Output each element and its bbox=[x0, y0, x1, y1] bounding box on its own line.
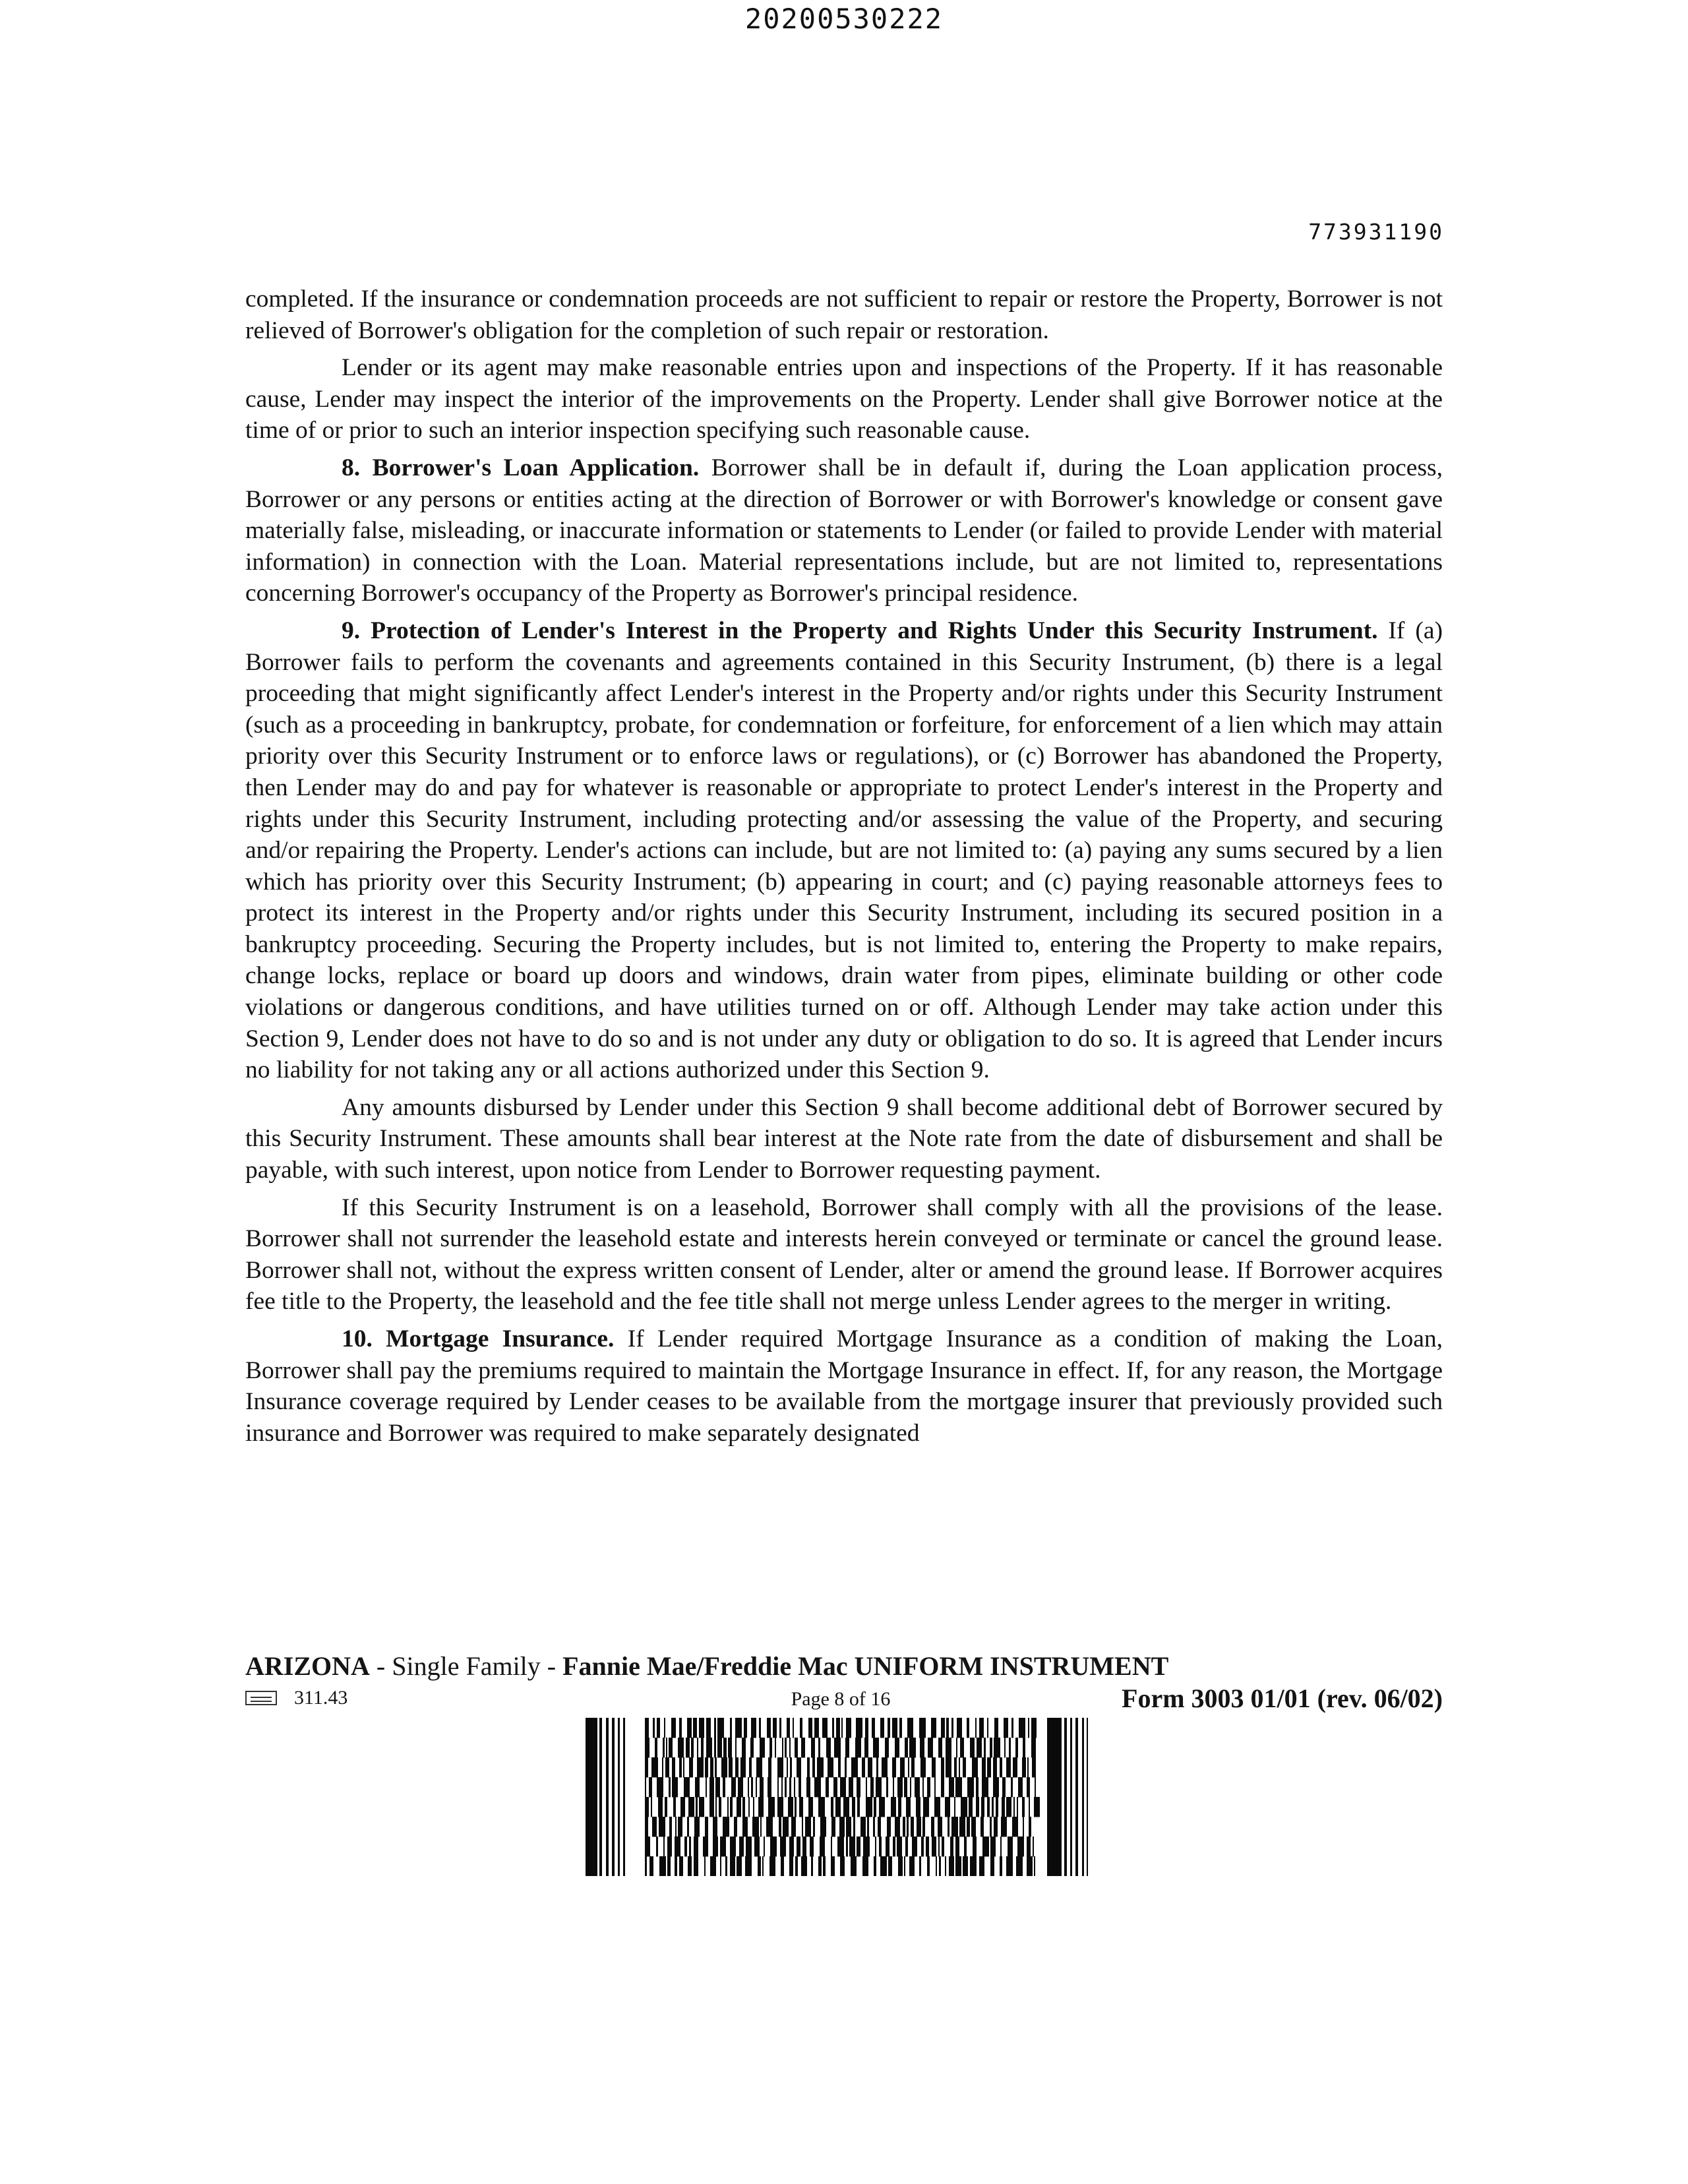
pdf417-barcode bbox=[586, 1718, 1099, 1876]
footer-title bbox=[245, 1651, 1168, 1682]
paragraph bbox=[245, 1323, 1443, 1449]
paragraph bbox=[245, 452, 1443, 609]
section-heading: 9. Protection of Lender's Interest in the Property and Rights Under this Security Instrument. bbox=[342, 617, 1378, 644]
paragraph-text: If Lender required Mortgage Insurance as a condition of making the Loan, Borrower shall pay the premiums required to maintain the Mortgage Insurance in effect. If, for any reason, the Mortgage Insurance coverage required by Lender ceases to be available from the mortgage insurer that previously provided such insurance and Borrower was required to make separately designated bbox=[245, 1325, 1443, 1447]
paragraph bbox=[245, 284, 1443, 346]
recording-number: 20200530222 bbox=[744, 3, 944, 35]
form-code bbox=[245, 1687, 347, 1709]
page-number: Page 8 of 16 bbox=[791, 1688, 891, 1710]
footer-instrument: Fannie Mae/Freddie Mac UNIFORM INSTRUMENT bbox=[562, 1651, 1169, 1681]
paragraph-text: Any amounts disbursed by Lender under this Section 9 shall become additional debt of Borrower secured by this Security Instrument. These amounts shall bear interest at the Note rate from the date of disbursement and shall be payable, with such interest, upon notice from Lender to Borrower requesting payment. bbox=[245, 1093, 1443, 1184]
paragraph-text: If this Security Instrument is on a leasehold, Borrower shall comply with all the provisions of the lease. Borrower shall not surrender the leasehold estate and interests herein conveyed or terminate or cancel the ground lease. Borrower shall not, without the express written consent of Lender, alter or amend the ground lease. If Borrower acquires fee title to the Property, the leasehold and the fee title shall not merge unless Lender agrees to the merger in writing. bbox=[245, 1194, 1443, 1316]
paragraph bbox=[245, 1192, 1443, 1318]
section-heading: 8. Borrower's Loan Application. bbox=[342, 454, 700, 481]
paragraph bbox=[245, 352, 1443, 446]
loan-number: 773931190 bbox=[1308, 219, 1444, 245]
paragraph-text: Lender or its agent may make reasonable entries upon and inspections of the Property. If it has reasonable cause, Lender may inspect the interior of the improvements on the Property. Lender shall give Borrower notice at the time of or prior to such an interior inspection specifying such reasonable cause. bbox=[245, 354, 1443, 444]
paragraph bbox=[245, 615, 1443, 1086]
form-code-number: 311.43 bbox=[294, 1687, 348, 1709]
form-number: Form 3003 01/01 (rev. 06/02) bbox=[1122, 1684, 1443, 1713]
form-vendor-logo-icon bbox=[245, 1691, 277, 1705]
paragraph-text: completed. If the insurance or condemnation proceeds are not sufficient to repair or restore the Property, Borrower is not relieved of Borrower's obligation for the completion of such repair or restoration. bbox=[245, 286, 1443, 344]
footer-separator: - Single Family - bbox=[369, 1651, 563, 1681]
document-body bbox=[245, 284, 1443, 1455]
footer-state: ARIZONA bbox=[245, 1651, 370, 1681]
paragraph-text: Borrower shall be in default if, during the Loan application process, Borrower or any persons or entities acting at the direction of Borrower or with Borrower's knowledge or consent gave materially false, misleading, or inaccurate information or statements to Lender (or failed to provide Lender with material information) in connection with the Loan. Material representations include, but are not limited to, representations concerning Borrower's occupancy of the Property as Borrower's principal residence. bbox=[245, 454, 1443, 607]
paragraph-text: If (a) Borrower fails to perform the covenants and agreements contained in this Security Instrument, (b) there is a legal proceeding that might significantly affect Lender's interest in the Property and/or rights under this Security Instrument (such as a proceeding in bankruptcy, probate, for condemnation or forfeiture, for enforcement of a lien which may attain priority over this Security Instrument or to enforce laws or regulations), or (c) Borrower has abandoned the Property, then Lender may do and pay for whatever is reasonable or appropriate to protect Lender's interest in the Property and rights under this Security Instrument, including protecting and/or assessing the value of the Property, and securing and/or repairing the Property. Lender's actions can include, but are not limited to: (a) paying any sums secured by a lien which has priority over this Security Instrument; (b) appearing in court; and (c) paying reasonable attorneys fees to protect its interest in the Property and/or rights under this Security Instrument, including its secured position in a bankruptcy proceeding. Securing the Property includes, but is not limited to, entering the Property to make repairs, change locks, replace or board up doors and windows, drain water from pipes, eliminate building or other code violations or dangerous conditions, and have utilities turned on or off. Although Lender may take action under this Section 9, Lender does not have to do so and is not under any duty or obligation to do so. It is agreed that Lender incurs no liability for not taking any or all actions authorized under this Section 9. bbox=[245, 617, 1443, 1084]
paragraph bbox=[245, 1092, 1443, 1186]
section-heading: 10. Mortgage Insurance. bbox=[342, 1325, 615, 1352]
